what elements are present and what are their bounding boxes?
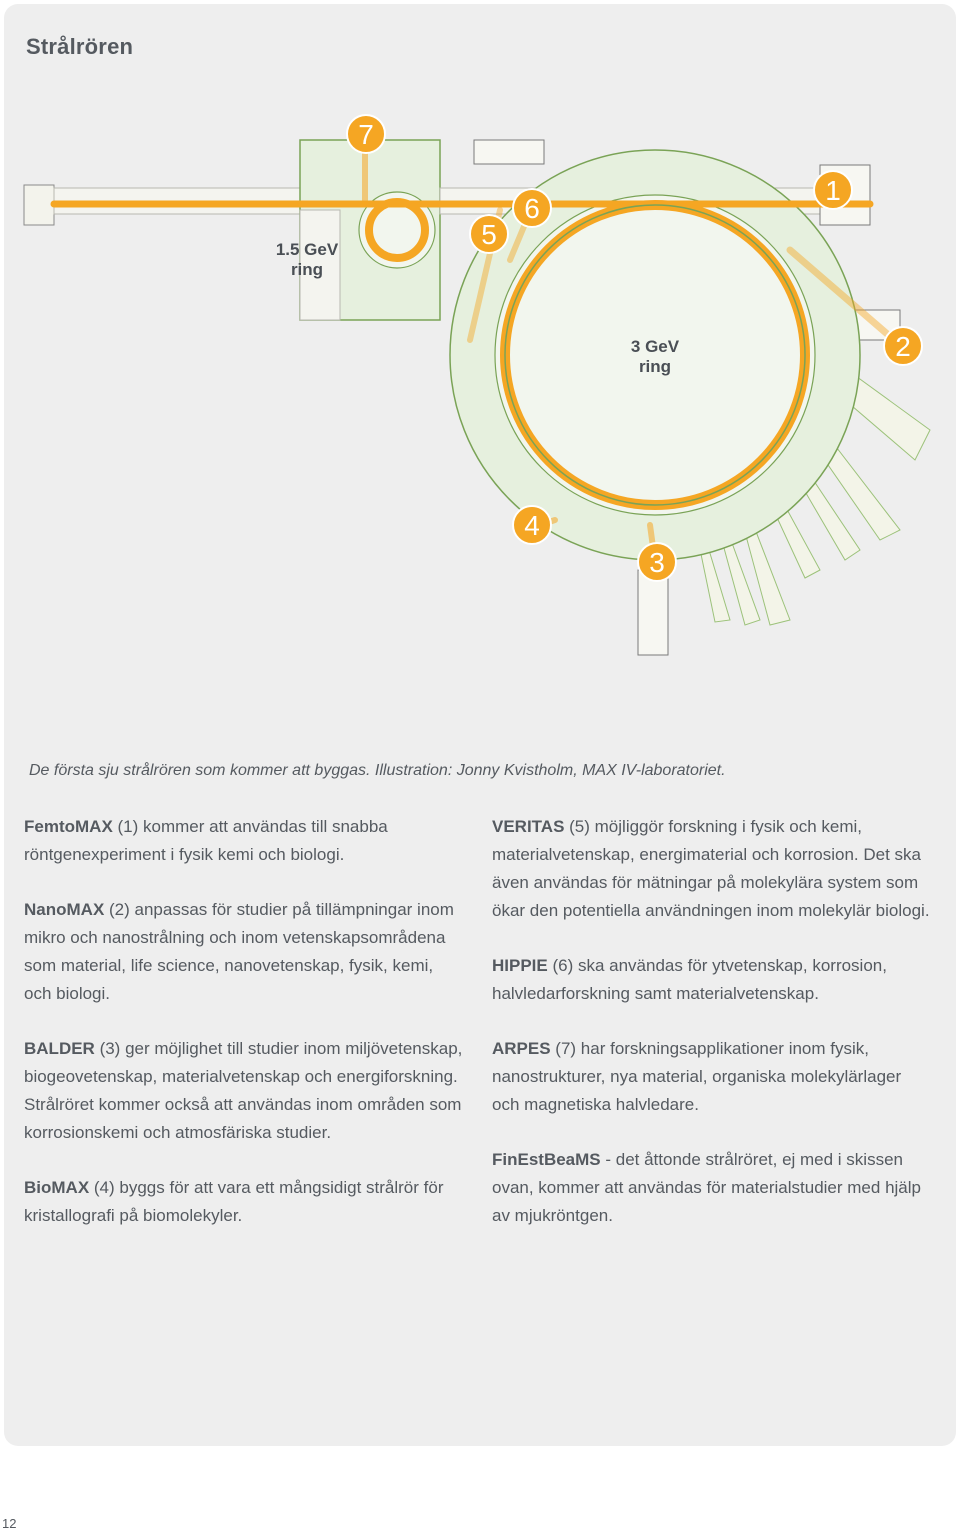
badge-3	[638, 543, 676, 581]
beamline-name: BioMAX	[24, 1178, 90, 1197]
beamline-name: NanoMAX	[24, 900, 105, 919]
svg-text:1: 1	[825, 175, 841, 206]
beamline-name: FemtoMAX	[24, 817, 113, 836]
svg-text:6: 6	[524, 193, 540, 224]
beamline-name: HIPPIE	[492, 956, 548, 975]
beamline-description: (5) möjliggör forskning i fysik och kemi, materialvetenskap, energimaterial och korrosion. Det ska även användas för mätningar på molekylära system som ökar den potentiella användningen inom molekylär biologi.	[492, 817, 930, 920]
badge-5	[470, 215, 508, 253]
beamline-description: (2) anpassas för studier på tillämpningar inom mikro och nanostrålning och inom vetenskapsområdena som material, life science, nanovetenskap, fysik, kemi, och biologi.	[24, 900, 454, 1003]
page-title: Strålrören	[26, 34, 134, 59]
badge-1	[814, 171, 852, 209]
badge-4	[513, 506, 551, 544]
badge-2	[884, 327, 922, 365]
beamline-paragraph-biomax	[24, 1174, 464, 1230]
beamline-name: BALDER	[24, 1039, 95, 1058]
ring-small-label-line1: 1.5 GeV	[275, 240, 339, 259]
beamline-description: (6) ska användas för ytvetenskap, korrosion, halvledarforskning samt materialvetenskap.	[492, 956, 887, 1003]
page-number: 12	[2, 1516, 17, 1531]
beamline-description: (3) ger möjlighet till studier inom miljövetenskap, biogeovetenskap, materialvetenskap och energiforskning. Strålröret kommer också att användas inom områden som korrosionskemi och atmosfäriska studier.	[24, 1039, 463, 1142]
ring-large-label-line1: 3 GeV	[630, 337, 680, 356]
beamline-description: (4) byggs för att vara ett mångsidigt strålrör för kristallografi på biomolekyler.	[24, 1178, 444, 1225]
beamline-column-right	[492, 813, 932, 1257]
beamline-column-left	[24, 813, 464, 1257]
south-building	[638, 570, 668, 655]
beamline-paragraph-nanomax	[24, 896, 464, 1008]
beamline-name: VERITAS	[492, 817, 565, 836]
beamline-paragraph-femtomax	[24, 813, 464, 869]
ring-large-label-line2: ring	[638, 357, 672, 376]
svg-text:7: 7	[358, 119, 374, 150]
beamline-paragraph-veritas	[492, 813, 932, 925]
beamline-paragraph-hippie	[492, 952, 932, 1008]
beamline-name: ARPES	[492, 1039, 551, 1058]
svg-text:4: 4	[524, 510, 540, 541]
beamline-name: FinEstBeaMS	[492, 1150, 601, 1169]
beamline-paragraph-balder	[24, 1035, 464, 1147]
figure-caption: De första sju strålrören som kommer att byggas. Illustration: Jonny Kvistholm, MAX IV-laboratoriet.	[29, 762, 726, 779]
facility-diagram	[0, 100, 960, 680]
beamline-description: - det åttonde strålröret, ej med i skissen ovan, kommer att användas för materialstudier med hjälp av mjukröntgen.	[492, 1150, 921, 1225]
svg-text:2: 2	[895, 331, 911, 362]
beamline-description: (1) kommer att användas till snabba röntgenexperiment i fysik kemi och biologi.	[24, 817, 388, 864]
beamline-description: (7) har forskningsapplikationer inom fysik, nanostrukturer, nya material, organiska molekylärlager och magnetiska halvledare.	[492, 1039, 902, 1114]
svg-text:5: 5	[481, 219, 497, 250]
beamline-paragraph-finestbeams	[492, 1146, 932, 1230]
svg-text:3: 3	[649, 547, 665, 578]
beamline-paragraph-arpes	[492, 1035, 932, 1119]
badge-7	[347, 115, 385, 153]
badge-6	[513, 189, 551, 227]
ring-small-label-line2: ring	[290, 260, 324, 279]
